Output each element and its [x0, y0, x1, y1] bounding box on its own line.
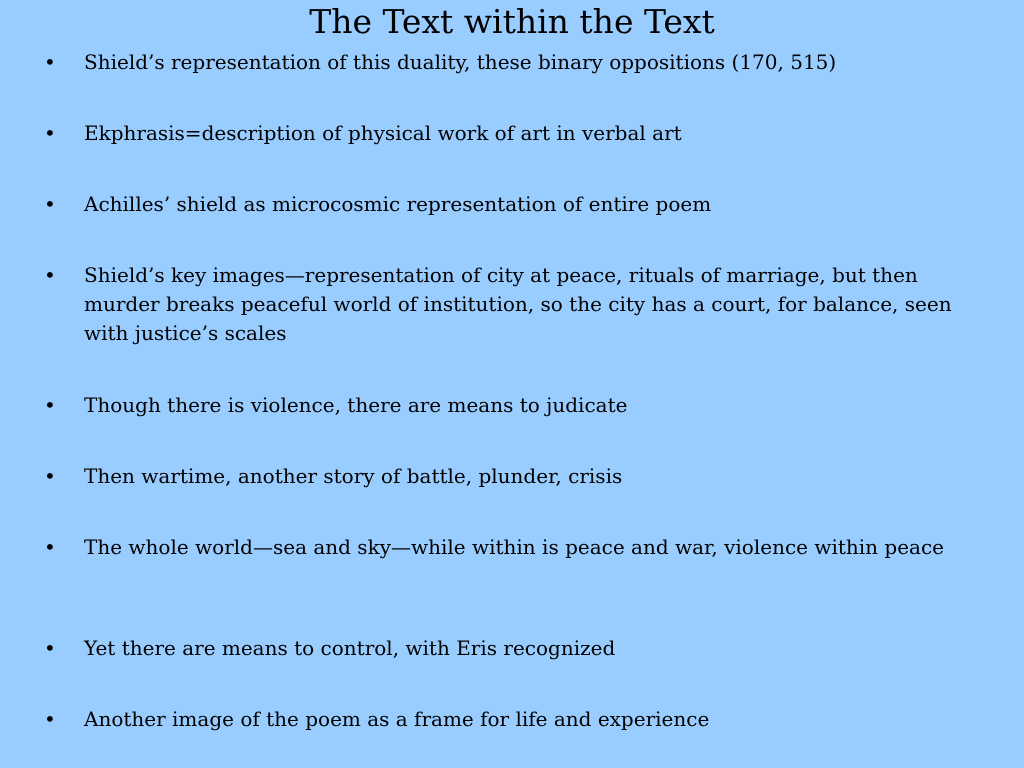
bullet-text: Achilles’ shield as microcosmic representation of entire poem — [84, 192, 712, 216]
bullet-text: Ekphrasis=description of physical work of art in verbal art — [84, 121, 682, 145]
bullet-icon: • — [44, 535, 56, 559]
bullet-text: Then wartime, another story of battle, plunder, crisis — [84, 464, 623, 488]
bullet-icon: • — [44, 263, 56, 287]
bullet-icon: • — [44, 50, 56, 74]
bullet-text: Shield’s key images—representation of city at peace, rituals of marriage, but then murder breaks peaceful world of institution, so the city has a court, for balance, seen with justice’s scales — [84, 263, 952, 345]
bullet-text: Though there is violence, there are means to judicate — [84, 393, 628, 417]
slide-title: The Text within the Text — [309, 2, 715, 41]
bullet-text: Shield’s representation of this duality, these binary oppositions (170, 515) — [84, 50, 837, 74]
bullet-icon: • — [44, 464, 56, 488]
bullet-text: The whole world—sea and sky—while within is peace and war, violence within peace — [84, 535, 945, 559]
bullet-icon: • — [44, 393, 56, 417]
bullet-text: Yet there are means to control, with Eris recognized — [84, 636, 616, 660]
bullet-icon: • — [44, 707, 56, 731]
bullet-text: Another image of the poem as a frame for life and experience — [84, 707, 710, 731]
bullet-icon: • — [44, 636, 56, 660]
bullet-icon: • — [44, 121, 56, 145]
bullet-icon: • — [44, 192, 56, 216]
